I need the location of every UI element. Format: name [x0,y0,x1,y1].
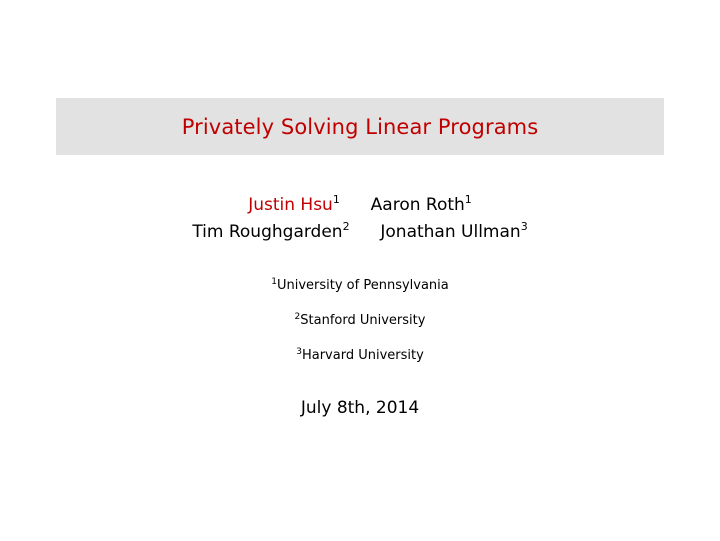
affiliation-mark: 1 [271,277,277,287]
author-justin-hsu [248,195,340,215]
author-row-1 [0,195,720,215]
author-jonathan-ullman [380,222,527,242]
author-aaron-roth [371,195,472,215]
author-affiliation-mark: 2 [342,220,350,233]
affiliation-name: Harvard University [301,348,424,363]
author-affiliation-mark: 1 [332,193,340,206]
affiliation-3 [0,348,720,363]
author-tim-roughgarden [192,222,349,242]
author-name: Jonathan Ullman [380,222,521,242]
affiliation-name: University of Pennsylvania [276,278,449,293]
author-name: Tim Roughgarden [192,222,343,242]
affiliation-2 [0,313,720,328]
author-affiliation-mark: 3 [520,220,528,233]
author-row-2 [0,222,720,242]
author-name: Aaron Roth [370,195,465,215]
author-affiliation-mark: 1 [464,193,472,206]
title-box [56,98,664,155]
author-name: Justin Hsu [248,195,333,215]
presentation-date: July 8th, 2014 [300,398,420,418]
affiliation-mark: 3 [296,347,302,357]
affiliation-mark: 2 [294,312,301,322]
affiliation-name: Stanford University [300,313,426,328]
affiliation-1 [0,278,720,293]
slide-title: Privately Solving Linear Programs [181,114,539,139]
